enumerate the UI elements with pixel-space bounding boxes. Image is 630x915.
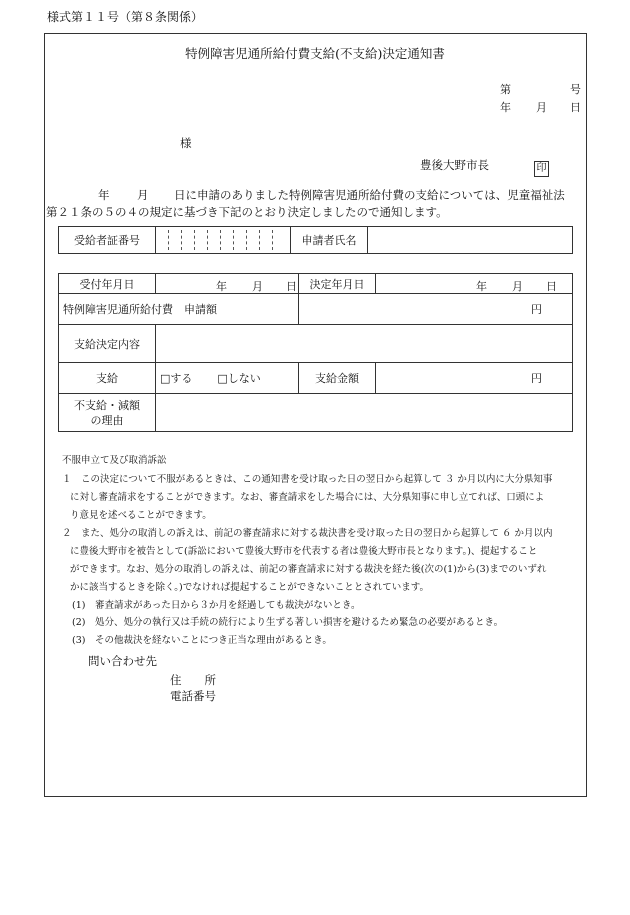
payment-amount-field[interactable] [376,363,573,394]
decision-table [58,273,573,432]
payment-no-checkbox[interactable]: □しない [217,372,261,385]
form-number-label: 様式第１１号（第８条関係） [47,10,204,24]
appeal-p1-line3: り意見を述べることができます。 [70,510,212,521]
payment-label: 支給 [59,363,156,394]
intro-year: 年 [98,188,110,202]
claim-yen-unit: 円 [531,303,542,316]
date-year-label: 年 [500,101,511,114]
reason-label [59,394,156,432]
receipt-date-field[interactable] [156,274,299,294]
reason-field[interactable] [156,394,573,432]
appeal-p2-line2: に豊後大野市を被告として(訴訟において豊後大野市を代表する者は豊後大野市長となります。)、提起すること [70,546,538,557]
receipt-day: 日 [286,280,297,293]
appeal-p1-line1: １ この決定について不服があるときは、この通知書を受け取った日の翌日から起算して ３ か月以内に大分県知事 [62,474,553,485]
receipt-year: 年 [216,280,227,293]
applicant-name-field[interactable] [368,227,573,254]
decision-date-label: 決定年月日 [299,274,376,294]
appeal-p2-line4: かに該当するときを除く。)でなければ提起することができないこととされています。 [70,582,430,593]
reason-label-line1: 不支給・減額 [74,398,140,412]
payment-yen-unit: 円 [531,372,542,385]
contact-phone-label: 電話番号 [170,689,216,703]
appeal-heading: 不服申立て及び取消訴訟 [62,455,167,466]
decision-year: 年 [476,280,487,293]
payment-amount-label: 支給金額 [299,363,376,394]
reason-label-line2: の理由 [90,413,124,427]
decision-content-label: 支給決定内容 [59,325,156,363]
contact-address-label: 住 所 [170,673,216,687]
appeal-p2-line3: ができます。なお、処分の取消しの訴えは、前記の審査請求に対する裁決を経た後(次の(1)から(3)までのいずれ [70,564,547,575]
intro-text-line1: 日に申請のありました特例障害児通所給付費の支給については、児童福祉法 [174,188,565,202]
applicant-name-label: 申請者氏名 [291,227,368,254]
recipient-honorific: 様 [180,136,192,150]
payment-options [156,363,299,394]
contact-heading: 問い合わせ先 [88,654,157,668]
payment-yes-checkbox[interactable]: □する [160,372,193,385]
appeal-p2-line1: ２ また、処分の取消しの訴えは、前記の審査請求に対する裁決書を受け取った日の翌日から起算して ６ か月以内 [62,528,553,539]
decision-day: 日 [546,280,557,293]
decision-month: 月 [512,280,523,293]
recipient-table [58,226,573,254]
appeal-item-1: (1) 審査請求があった日から３か月を経過しても裁決がないとき。 [72,600,361,611]
intro-month: 月 [137,188,149,202]
decision-date-field[interactable] [376,274,573,294]
document-title: 特例障害児通所給付費支給(不支給)決定通知書 [185,46,445,61]
claim-amount-field[interactable] [299,294,573,325]
cert-number-label: 受給者証番号 [59,227,156,254]
receipt-month: 月 [252,280,263,293]
claim-amount-label: 特例障害児通所給付費 申請額 [59,294,299,325]
date-day-label: 日 [570,101,581,114]
appeal-item-2: (2) 処分、処分の執行又は手続の続行により生ずる著しい損害を避けるため緊急の必要があるとき。 [72,617,504,628]
doc-number-prefix: 第 [500,83,511,96]
appeal-item-3: (3) その他裁決を経ないことにつき正当な理由があるとき。 [72,635,332,646]
cert-number-field[interactable] [156,227,291,254]
date-month-label: 月 [536,101,547,114]
doc-number-suffix: 号 [570,83,581,96]
issuer-name: 豊後大野市長 [420,158,489,172]
decision-content-field[interactable] [156,325,573,363]
intro-text-line2: 第２１条の５の４の規定に基づき下記のとおり決定しましたので通知します。 [46,205,448,219]
appeal-p1-line2: に対し審査請求をすることができます。なお、審査請求をした場合には、大分県知事に申し立てれば、口頭によ [70,492,545,503]
receipt-date-label: 受付年月日 [59,274,156,294]
seal-stamp: 印 [534,156,549,177]
